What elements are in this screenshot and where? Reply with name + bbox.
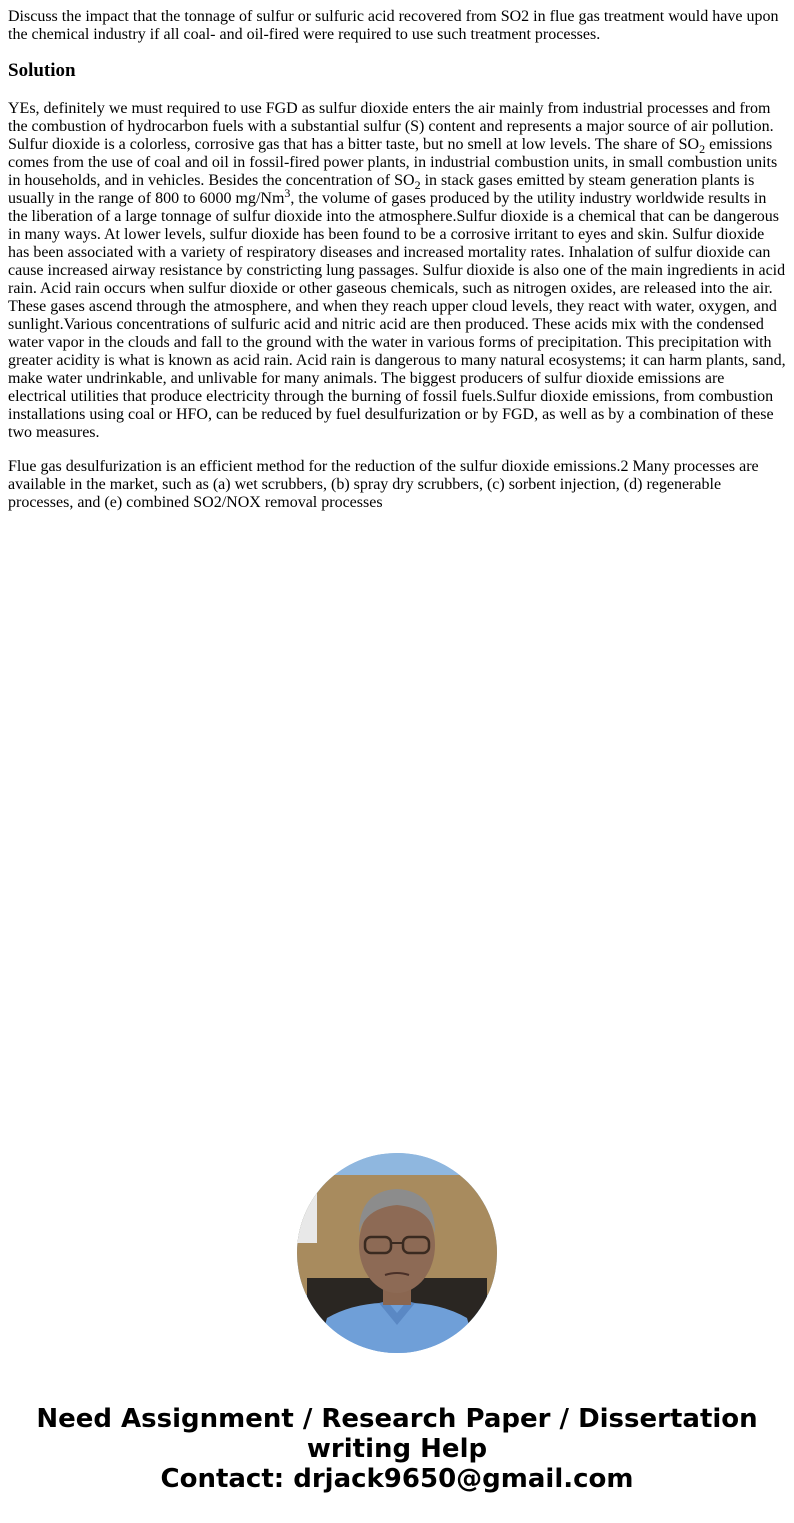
solution-heading: Solution: [8, 60, 76, 81]
person-photo-icon: [297, 1153, 497, 1353]
text-segment: in stack gases emitted by steam generation plants is usually in the range of 800 to 6000 mg/Nm: [8, 172, 755, 207]
subscript: 2: [699, 142, 706, 156]
solution-paragraph-2: Flue gas desulfurization is an efficient method for the reduction of the sulfur dioxide emissions.2 Many processes are available in the market, such as (a) wet scrubbers, (b) spray dry scrubbers, (c) sorbent injection, (d) regenerable processes, and (e) combined SO2/NOX removal processes: [8, 458, 759, 511]
promo-contact-email: Contact: drjack9650@gmail.com: [160, 1464, 634, 1494]
question-text: Discuss the impact that the tonnage of sulfur or sulfuric acid recovered from SO2 in flue gas treatment would have upon the chemical industry if all coal- and oil-fired were required to use such treatment processes.: [8, 8, 779, 43]
promo-line-2: writing Help: [306, 1434, 488, 1464]
text-segment: emissions comes from the use of coal and oil in fossil-fired power plants, in industrial combustion units, in small combustion units in households, and in vehicles. Besides the concentration of SO: [8, 136, 778, 189]
subscript: 2: [414, 178, 421, 192]
promo-banner: [0, 1404, 794, 1494]
text-segment: YEs, definitely we must required to use FGD as sulfur dioxide enters the air mainly from industrial processes and from the combustion of hydrocarbon fuels with a substantial sulfur (S) content and represents a major source of air pollution. Sulfur dioxide is a colorless, corrosive gas that has a bitter taste, but no smell at low levels. The share of SO: [8, 100, 774, 153]
author-avatar: [297, 1153, 497, 1353]
superscript: 3: [284, 186, 291, 200]
text-segment: , the volume of gases produced by the utility industry worldwide results in the liberation of a large tonnage of sulfur dioxide into the atmosphere.Sulfur dioxide is a chemical that can be dangerous in many ways. At lower levels, sulfur dioxide has been found to be a corrosive irritant to eyes and skin. Sulfur dioxide has been associated with a variety of respiratory diseases and increased mortality rates. Inhalation of sulfur dioxide can cause increased airway resistance by constricting lung passages. Sulfur dioxide is also one of the main ingredients in acid rain. Acid rain occurs when sulfur dioxide or other gaseous chemicals, such as nitrogen oxides, are released into the air. These gases ascend through the atmosphere, and when they reach upper cloud levels, they react with water, oxygen, and sunlight.Various concentrations of sulfuric acid and nitric acid are then produced. These acids mix with the condensed water vapor in the clouds and fall to the ground with the water in various forms of precipitation. This precipitation with greater acidity is what is known as acid rain. Acid rain is dangerous to many natural ecosystems; it can harm plants, sand, make water undrinkable, and unlivable for many animals. The biggest producers of sulfur dioxide emissions are electrical utilities that produce electricity through the burning of fossil fuels.Sulfur dioxide emissions, from combustion installations using coal or HFO, can be reduced by fuel desulfurization or by FGD, as well as by a combination of these two measures.: [8, 190, 786, 441]
solution-paragraph-1: [8, 100, 786, 442]
document-body: [8, 8, 786, 528]
promo-line-1: Need Assignment / Research Paper / Dissertation: [36, 1404, 758, 1434]
